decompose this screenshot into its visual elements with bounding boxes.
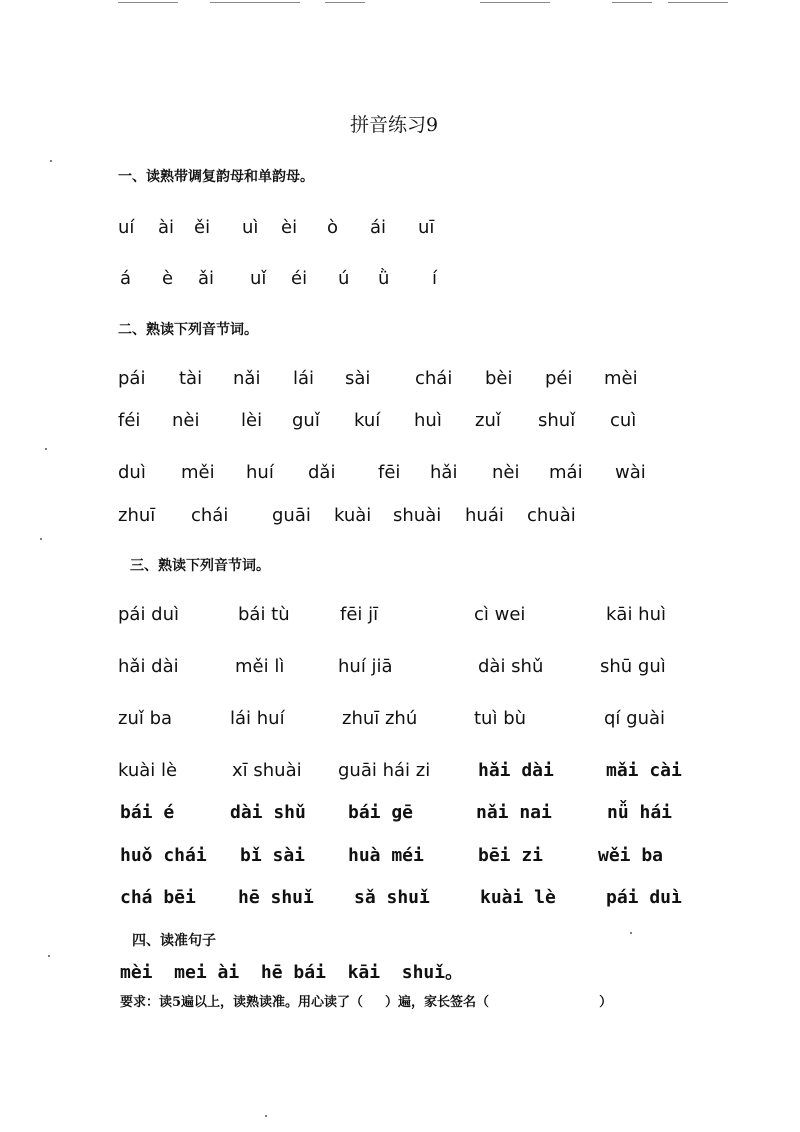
- s3-r5-c2: dài shǔ: [230, 802, 306, 823]
- requirement-line: [120, 991, 612, 1010]
- s1-r1-c4: uì: [242, 217, 259, 238]
- s3-r3-c4: tuì bù: [474, 708, 527, 729]
- section1-heading: 一、读熟带调复韵母和单韵母。: [118, 169, 314, 185]
- s3-r2-c1: hǎi dài: [118, 656, 179, 677]
- s2-r1-c2: tài: [179, 368, 203, 389]
- s2-r2-c3: lèi: [241, 410, 263, 431]
- section3-heading: 三、熟读下列音节词。: [130, 558, 270, 574]
- s3-r4-c1: kuài lè: [118, 760, 178, 781]
- s3-r3-c2: lái huí: [230, 708, 285, 729]
- s3-r7-c3: sǎ shuǐ: [354, 887, 430, 908]
- section4-heading: 四、读准句子: [132, 933, 216, 949]
- s1-r1-c5: èi: [281, 217, 298, 238]
- s2-r1-c3: nǎi: [233, 368, 261, 389]
- s2-r1-c6: chái: [415, 368, 453, 389]
- s1-r2-c1: á: [120, 268, 132, 289]
- s2-r3-c2: měi: [181, 462, 215, 483]
- s3-r5-c5: nǚ hái: [607, 802, 673, 823]
- s1-r1-c8: uī: [418, 217, 435, 238]
- practice-sentence: mèi mei ài hē bái kāi shuǐ。: [120, 962, 464, 983]
- s2-r1-c1: pái: [118, 368, 146, 389]
- s2-r4-c3: guāi: [272, 505, 311, 526]
- requirement-signature-label: ）遍，家长签名（: [385, 995, 490, 1010]
- s3-r1-c4: cì wei: [474, 604, 526, 625]
- s1-r2-c5: éi: [291, 268, 308, 289]
- scan-dot: [50, 160, 52, 162]
- page-title: 拼音练习9: [350, 114, 439, 136]
- s2-r1-c8: péi: [545, 368, 573, 389]
- s1-r2-c8: í: [432, 268, 438, 289]
- s1-r2-c7: ǜ: [378, 268, 390, 289]
- s1-r2-c6: ú: [338, 268, 350, 289]
- s2-r1-c7: bèi: [485, 368, 513, 389]
- scan-mark: [612, 2, 652, 3]
- scan-mark: [210, 2, 300, 3]
- s3-r6-c2: bǐ sài: [240, 845, 306, 866]
- s2-r1-c9: mèi: [604, 368, 638, 389]
- scan-mark: [668, 2, 728, 3]
- s2-r3-c5: fēi: [378, 462, 401, 483]
- s2-r2-c9: cuì: [610, 410, 637, 431]
- s2-r2-c2: nèi: [172, 410, 200, 431]
- s3-r3-c1: zuǐ ba: [118, 708, 173, 729]
- s3-r2-c3: huí jiā: [338, 656, 393, 677]
- s3-r1-c3: fēi jī: [340, 604, 379, 625]
- s2-r4-c4: kuài: [334, 505, 372, 526]
- s1-r1-c6: ò: [327, 217, 339, 238]
- s3-r5-c4: nǎi nai: [476, 802, 552, 823]
- s2-r1-c4: lái: [293, 368, 315, 389]
- s2-r3-c1: duì: [118, 462, 146, 483]
- s3-r4-c2: xī shuài: [232, 760, 302, 781]
- s3-r5-c1: bái é: [120, 802, 175, 823]
- s3-r1-c5: kāi huì: [606, 604, 666, 625]
- s2-r1-c5: sài: [345, 368, 371, 389]
- s3-r2-c4: dài shǔ: [478, 656, 544, 677]
- s3-r3-c5: qí guài: [604, 708, 666, 729]
- s3-r3-c3: zhuī zhú: [342, 708, 418, 729]
- s3-r1-c2: bái tù: [238, 604, 290, 625]
- s1-r1-c2: ài: [158, 217, 175, 238]
- s2-r3-c7: nèi: [492, 462, 520, 483]
- s2-r2-c5: kuí: [354, 410, 381, 431]
- s3-r4-c4: hǎi dài: [478, 760, 554, 781]
- s2-r2-c4: guǐ: [292, 410, 320, 431]
- s3-r7-c1: chá bēi: [120, 887, 196, 908]
- scan-dot: [630, 932, 632, 934]
- s3-r5-c3: bái gē: [348, 802, 414, 823]
- s2-r3-c9: wài: [615, 462, 646, 483]
- s3-r7-c5: pái duì: [606, 887, 682, 908]
- scan-mark: [118, 2, 178, 3]
- s2-r4-c5: shuài: [393, 505, 442, 526]
- s2-r2-c8: shuǐ: [538, 410, 576, 431]
- s3-r6-c5: wěi ba: [598, 845, 664, 866]
- s3-r6-c4: bēi zi: [478, 845, 544, 866]
- s2-r3-c3: huí: [246, 462, 274, 483]
- s2-r4-c2: chái: [191, 505, 229, 526]
- s2-r4-c6: huái: [465, 505, 504, 526]
- scan-dot: [265, 1115, 267, 1117]
- s1-r1-c1: uí: [118, 217, 135, 238]
- s3-r6-c1: huǒ chái: [120, 845, 207, 866]
- scan-dot: [40, 538, 42, 540]
- scan-dot: [48, 955, 50, 957]
- s3-r4-c3: guāi hái zi: [338, 760, 431, 781]
- s2-r3-c6: hǎi: [430, 462, 458, 483]
- s1-r2-c4: uǐ: [250, 268, 267, 289]
- scan-mark: [480, 2, 550, 3]
- s1-r1-c7: ái: [370, 217, 387, 238]
- s1-r1-c3: ěi: [194, 217, 211, 238]
- scan-dot: [45, 448, 47, 450]
- s2-r2-c7: zuǐ: [475, 410, 501, 431]
- s2-r2-c1: féi: [118, 410, 141, 431]
- s2-r3-c8: mái: [549, 462, 583, 483]
- section2-heading: 二、熟读下列音节词。: [118, 322, 258, 338]
- s2-r2-c6: huì: [414, 410, 442, 431]
- s1-r2-c2: è: [162, 268, 174, 289]
- s2-r4-c1: zhuī: [118, 505, 156, 526]
- s3-r4-c5: mǎi cài: [606, 760, 682, 781]
- s2-r4-c7: chuài: [527, 505, 576, 526]
- s3-r1-c1: pái duì: [118, 604, 180, 625]
- s3-r2-c5: shū guì: [600, 656, 666, 677]
- requirement-text: 要求：读5遍以上，读熟读准。用心读了（: [120, 995, 364, 1010]
- s3-r6-c3: huà méi: [348, 845, 424, 866]
- scan-mark: [325, 2, 365, 3]
- s1-r2-c3: ǎi: [198, 268, 215, 289]
- s3-r7-c4: kuài lè: [480, 887, 556, 908]
- requirement-close-paren: ）: [599, 995, 613, 1010]
- s3-r2-c2: měi lì: [235, 656, 285, 677]
- s2-r3-c4: dǎi: [308, 462, 336, 483]
- s3-r7-c2: hē shuǐ: [238, 887, 314, 908]
